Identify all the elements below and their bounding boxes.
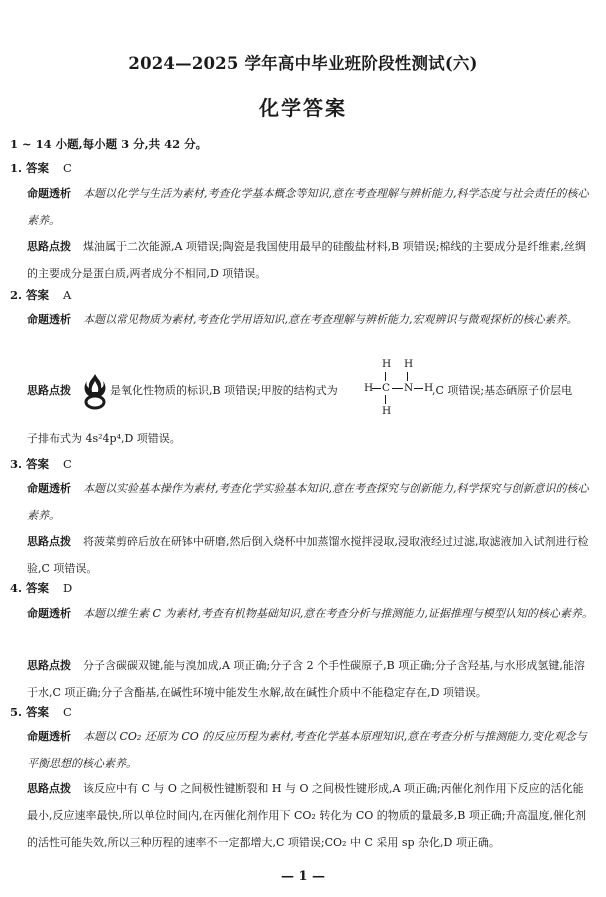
question-number: 3. <box>10 457 23 471</box>
page-subtitle: 化学答案 <box>259 96 347 120</box>
struct-nitrogen: N <box>404 382 414 394</box>
struct-h-top-left: H <box>382 358 392 370</box>
question-number: 1. <box>10 161 23 175</box>
hint-text-2b: ,C 项错误;基态硒原子价层电 <box>432 384 573 397</box>
analysis-label: 命题透析 <box>27 187 71 200</box>
answer-value: C <box>63 161 72 175</box>
hint-label: 思路点拨 <box>27 384 71 397</box>
analysis-text: 本题以 CO₂ 还原为 CO 的反应历程为素材,考查化学基本原理知识,意在考查分析与推测能力,变化观念与平衡思想的核心素养。 <box>27 730 587 770</box>
question-number: 5. <box>10 705 23 719</box>
analysis-block-1 <box>27 180 593 234</box>
analysis-block-2 <box>27 306 593 333</box>
struct-carbon: C <box>382 382 391 394</box>
hint-block-4 <box>27 652 593 706</box>
hint-block-1 <box>27 233 593 287</box>
hint-block-5 <box>27 775 593 856</box>
page-title: 2024—2025 学年高中毕业班阶段性测试(六) <box>128 54 478 73</box>
hint-label-2-row <box>27 382 83 398</box>
answer-line-2 <box>10 287 71 303</box>
question-number: 2. <box>10 288 23 302</box>
answer-label: 答案 <box>26 581 50 595</box>
hint-text-2a: 是氧化性物质的标识,B 项错误;甲胺的结构式为 <box>110 384 338 397</box>
page-number: — 1 — <box>280 869 326 884</box>
analysis-block-4 <box>27 600 593 627</box>
oxidizer-hazard-icon <box>82 371 108 411</box>
analysis-text: 本题以常见物质为素材,考查化学用语知识,意在考查理解与辨析能力,宏观辨识与微观探析的核心素养。 <box>83 313 578 326</box>
hint-text: 分子含碳碳双键,能与溴加成,A 项正确;分子含 2 个手性碳原子,B 项正确;分子含羟基,与水形成氢键,能溶于水,C 项正确;分子含酯基,在碱性环境中能发生水解,故在碱性介质中不能稳定存在,D 项错误。 <box>27 659 585 699</box>
struct-h-bottom: H <box>382 405 392 417</box>
analysis-block-5 <box>27 723 593 777</box>
struct-h-left: H <box>364 382 374 394</box>
struct-bonds <box>360 368 440 408</box>
analysis-label: 命题透析 <box>27 313 71 326</box>
hint-text: 煤油属于二次能源,A 项错误;陶瓷是我国使用最早的硅酸盐材料,B 项错误;棉线的主要成分是纤维素,丝绸的主要成分是蛋白质,两者成分不相同,D 项错误。 <box>27 240 586 280</box>
answer-label: 答案 <box>26 161 50 175</box>
answer-value: D <box>63 581 73 595</box>
hint-label: 思路点拨 <box>27 782 71 795</box>
answer-label: 答案 <box>26 705 50 719</box>
answer-label: 答案 <box>26 457 50 471</box>
analysis-label: 命题透析 <box>27 730 71 743</box>
analysis-text: 本题以维生素 C 为素材,考查有机物基础知识,意在考查分析与推测能力,证据推理与模型认知的核心素养。 <box>83 607 593 620</box>
section-intro: 1 ~ 14 小题,每小题 3 分,共 42 分。 <box>10 137 208 151</box>
analysis-block-3 <box>27 475 593 529</box>
analysis-text: 本题以实验基本操作为素材,考查化学实验基本知识,意在考查探究与创新能力,科学探究与创新意识的核心素养。 <box>27 482 589 522</box>
hint-label: 思路点拨 <box>27 535 71 548</box>
answer-value: A <box>63 288 72 302</box>
answer-value: C <box>63 457 72 471</box>
analysis-text: 本题以化学与生活为素材,考查化学基本概念等知识,意在考查理解与辨析能力,科学态度与社会责任的核心素养。 <box>27 187 589 227</box>
hint-block-3 <box>27 528 593 582</box>
hint-label: 思路点拨 <box>27 659 71 672</box>
answer-line-1 <box>10 160 72 176</box>
question-number: 4. <box>10 581 23 595</box>
answer-line-4 <box>10 580 72 596</box>
analysis-label: 命题透析 <box>27 482 71 495</box>
hint-text: 该反应中有 C 与 O 之间极性键断裂和 H 与 O 之间极性键形成,A 项正确;丙催化剂作用下反应的活化能最小,反应速率最快,所以单位时间内,在丙催化剂作用下 CO₂ 转化为 CO 的物质的量最多,B 项正确;升高温度,催化剂的活性可能失效,所以三种历程的速率不一定都增大,C 项错误;CO₂ 中 C 采用 sp 杂化,D 项正确。 <box>27 782 587 849</box>
answer-label: 答案 <box>26 288 50 302</box>
answer-line-3 <box>10 456 72 472</box>
hint-text: 将菠菜剪碎后放在研钵中研磨,然后倒入烧杯中加蒸馏水搅拌浸取,浸取液经过过滤,取滤液加入试剂进行检验,C 项错误。 <box>27 535 589 575</box>
struct-h-right: H <box>424 382 434 394</box>
struct-h-top-right: H <box>404 358 414 370</box>
hint-text-2c: 子排布式为 4s²4p⁴,D 项错误。 <box>27 432 181 445</box>
analysis-label: 命题透析 <box>27 607 71 620</box>
answer-line-5 <box>10 704 72 720</box>
hint-label: 思路点拨 <box>27 240 71 253</box>
answer-value: C <box>63 705 72 719</box>
